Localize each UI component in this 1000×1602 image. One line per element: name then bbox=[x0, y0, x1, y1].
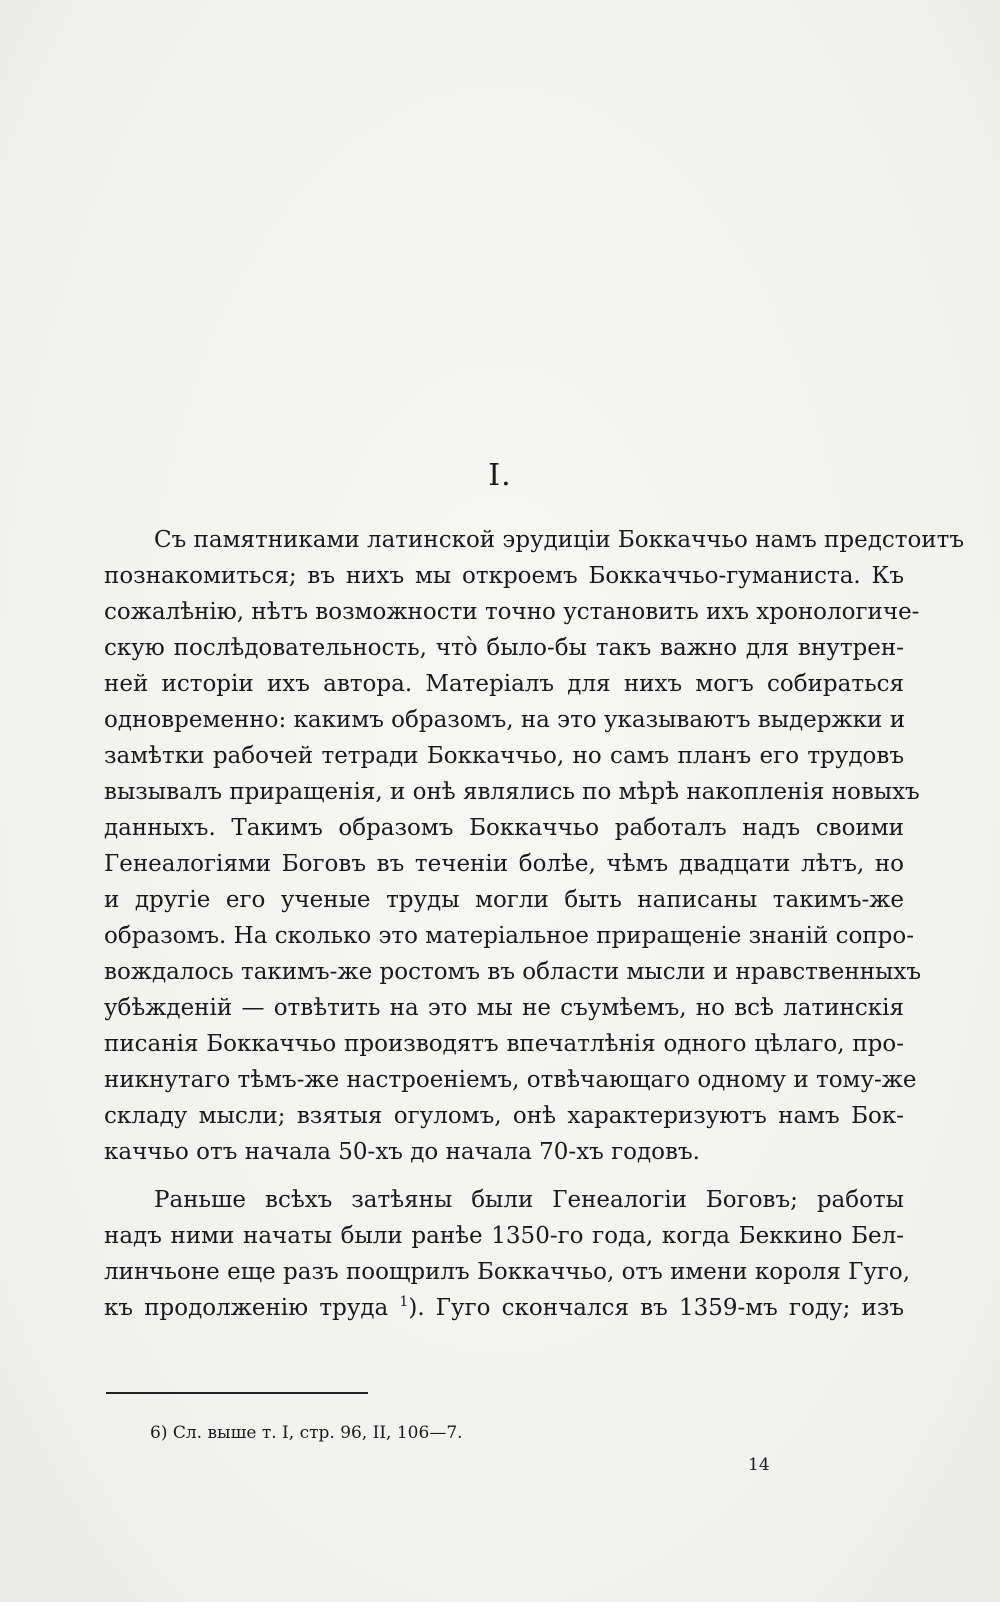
text-line: писанія Боккаччьо производятъ впечатлѣнія одного цѣлаго, про- bbox=[104, 1031, 904, 1057]
section-heading: I. bbox=[488, 458, 512, 493]
text-line: Генеалогіями Боговъ въ теченіи болѣе, чѣмъ двадцати лѣтъ, но bbox=[104, 851, 904, 877]
text-line: складу мысли; взятыя огуломъ, онѣ характеризуютъ намъ Бок- bbox=[104, 1103, 904, 1129]
text-line: скую послѣдовательность, что̀ было-бы такъ важно для внутрен- bbox=[104, 635, 904, 661]
main-text bbox=[104, 522, 964, 1326]
text-line-with-footnote bbox=[104, 1290, 904, 1326]
text-line: вождалось такимъ-же ростомъ въ области мысли и нравственныхъ bbox=[104, 959, 921, 985]
footnote-reference: 1 bbox=[399, 1294, 409, 1310]
text-line: сожалѣнію, нѣтъ возможности точно установить ихъ хронологиче- bbox=[104, 599, 920, 625]
text-segment: къ продолженію труда bbox=[104, 1295, 400, 1321]
text-line: линчьоне еще разъ поощрилъ Боккаччьо, отъ имени короля Гуго, bbox=[104, 1259, 911, 1285]
signature-mark: 14 bbox=[748, 1455, 770, 1475]
text-line: никнутаго тѣмъ-же настроеніемъ, отвѣчающаго одному и тому-же bbox=[104, 1067, 917, 1093]
text-line: образомъ. На сколько это матеріальное приращеніе знаній сопро- bbox=[104, 923, 914, 949]
text-line: замѣтки рабочей тетради Боккаччьо, но самъ планъ его трудовъ bbox=[104, 743, 904, 769]
text-line: Раньше всѣхъ затѣяны были Генеалогіи Боговъ; работы bbox=[154, 1187, 904, 1213]
text-line: и другіе его ученые труды могли быть написаны такимъ-же bbox=[104, 887, 904, 913]
text-line: познакомиться; въ нихъ мы откроемъ Боккаччьо-гуманиста. Къ bbox=[104, 563, 904, 589]
text-line: вызывалъ приращенія, и онѣ являлись по мѣрѣ накопленія новыхъ bbox=[104, 779, 920, 805]
text-line: одновременно: какимъ образомъ, на это указываютъ выдержки и bbox=[104, 707, 906, 733]
footnote: 6) Сл. выше т. I, стр. 96, II, 106—7. bbox=[150, 1423, 463, 1443]
text-line: убѣжденій — отвѣтить на это мы не съумѣемъ, но всѣ латинскія bbox=[104, 995, 904, 1021]
text-line: Съ памятниками латинской эрудиціи Боккаччьо намъ предстоитъ bbox=[154, 527, 964, 553]
text-line: надъ ними начаты были ранѣе 1350-го года, когда Беккино Бел- bbox=[104, 1223, 904, 1249]
text-segment: ). Гуго скончался въ 1359-мъ году; изъ bbox=[408, 1295, 905, 1321]
footnote-divider bbox=[106, 1392, 368, 1394]
text-line: ней исторіи ихъ автора. Матеріалъ для нихъ могъ собираться bbox=[104, 671, 904, 697]
text-line: данныхъ. Такимъ образомъ Боккаччьо работалъ надъ своими bbox=[104, 815, 904, 841]
text-line: каччьо отъ начала 50-хъ до начала 70-хъ годовъ. bbox=[104, 1139, 700, 1165]
